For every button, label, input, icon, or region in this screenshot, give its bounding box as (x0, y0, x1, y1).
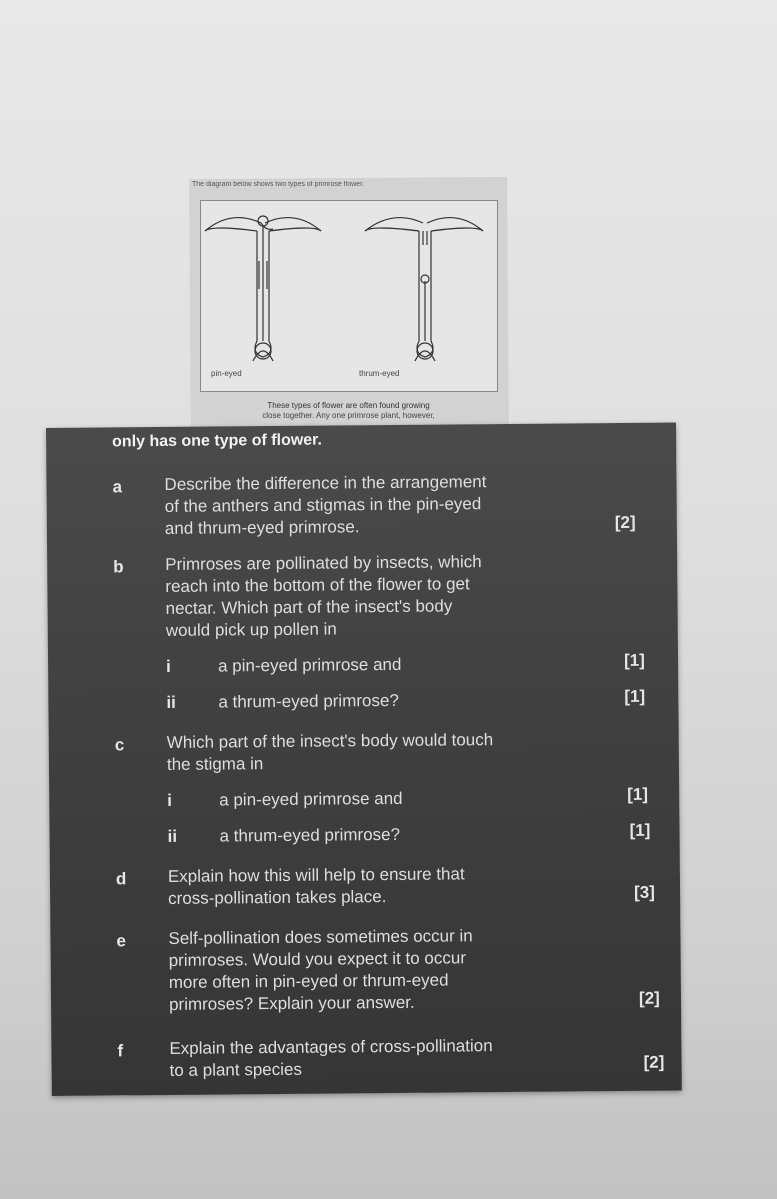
part-e-letter: e (116, 931, 127, 951)
primrose-diagram (200, 200, 498, 392)
part-f-line-1: Explain the advantages of cross-pollination (169, 1036, 493, 1058)
question-lead: only has one type of flower. (112, 431, 323, 451)
part-b-line-4: would pick up pollen in (165, 619, 337, 640)
part-b-i-num: i (166, 656, 171, 676)
part-b-ii-marks: [1] (624, 686, 646, 706)
part-a-letter: a (112, 477, 123, 497)
part-c-i-marks: [1] (627, 784, 649, 804)
part-a-line-3: and thrum-eyed primrose. (164, 517, 360, 538)
part-c-ii-text: a thrum-eyed primrose? (219, 824, 401, 846)
pin-eyed-label: pin-eyed (211, 369, 242, 378)
part-e-line-1: Self-pollination does sometimes occur in (168, 926, 473, 948)
part-b-ii-text: a thrum-eyed primrose? (218, 690, 399, 712)
part-e-line-2: primroses. Would you expect it to occur (168, 948, 467, 970)
primrose-diagram-drawing (201, 201, 497, 391)
part-b-ii-num: ii (166, 692, 176, 712)
part-d-line-1: Explain how this will help to ensure that (167, 864, 465, 886)
question-panel (46, 423, 682, 1096)
part-a-line-2: of the anthers and stigmas in the pin-eyed (164, 494, 482, 516)
part-b-line-2: reach into the bottom of the flower to get (165, 574, 470, 596)
part-c-letter: c (114, 735, 125, 755)
part-f-letter: f (117, 1041, 124, 1061)
part-b-line-3: nectar. Which part of the insect's body (165, 596, 453, 618)
part-a-marks: [2] (614, 512, 636, 533)
pin-eyed-flower (205, 216, 321, 361)
part-c-ii-num: ii (167, 826, 178, 846)
part-f-marks: [2] (643, 1052, 665, 1072)
part-d-marks: [3] (633, 882, 655, 902)
part-b-line-1: Primroses are pollinated by insects, which (165, 552, 482, 574)
figure-intro: The diagram below shows two types of primrose flower. (192, 181, 364, 188)
part-b-i-marks: [1] (623, 650, 645, 670)
caption-line-1: These types of flower are often found growing (267, 401, 430, 410)
part-d-line-2: cross-pollination takes place. (168, 887, 387, 908)
figure-caption (196, 401, 501, 421)
part-b-i-text: a pin-eyed primrose and (218, 654, 402, 676)
part-a-line-1: Describe the difference in the arrangement (164, 472, 487, 494)
part-c-ii-marks: [1] (629, 820, 651, 840)
thrum-eyed-label: thrum-eyed (359, 369, 400, 378)
part-c-line-1: Which part of the insect's body would touch (166, 730, 494, 752)
caption-line-2: close together. Any one primrose plant, however, (262, 411, 435, 420)
part-b-letter: b (113, 557, 124, 577)
part-c-line-2: the stigma in (166, 754, 264, 774)
part-c-i-text: a pin-eyed primrose and (219, 788, 403, 810)
thrum-eyed-flower (365, 218, 483, 361)
part-d-letter: d (115, 869, 127, 889)
part-c-i-num: i (167, 790, 173, 810)
part-e-marks: [2] (638, 988, 660, 1008)
part-e-line-4: primroses? Explain your answer. (168, 992, 415, 1014)
part-e-line-3: more often in pin-eyed or thrum-eyed (168, 970, 449, 992)
part-f-line-2: to a plant species (169, 1059, 303, 1080)
